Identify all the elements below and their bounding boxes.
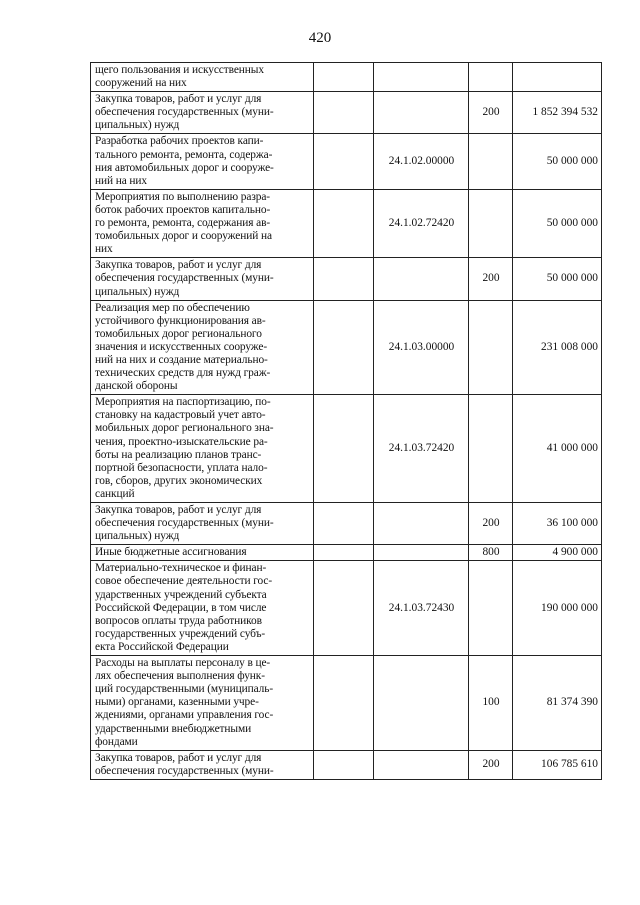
budget-table [90,62,602,780]
row-name-cell: Закупка товаров, работ и услуг для обеспечения государственных (муни- ципальных) нужд [91,92,314,134]
table-row [91,92,602,134]
table-row [91,395,602,503]
row-expense-type-cell: 200 [469,503,513,545]
table-row [91,503,602,545]
table-row [91,258,602,300]
row-empty-cell [314,395,374,503]
table-row [91,545,602,561]
row-name-cell: Расходы на выплаты персоналу в це- лях обеспечения выполнения функ- ций государственными (муниципаль- ными) органами, казенными учре- ждениями, органами управления гос- ударственными внебюджетными фондами [91,656,314,751]
table-row [91,63,602,92]
row-code-cell [374,258,469,300]
row-amount-cell: 190 000 000 [513,561,602,656]
row-code-cell: 24.1.02.72420 [374,189,469,257]
row-expense-type-cell [469,189,513,257]
row-amount-cell: 4 900 000 [513,545,602,561]
row-empty-cell [314,656,374,751]
row-expense-type-cell: 200 [469,92,513,134]
row-amount-cell [513,63,602,92]
row-code-cell [374,92,469,134]
row-expense-type-cell: 800 [469,545,513,561]
row-code-cell [374,545,469,561]
row-amount-cell: 81 374 390 [513,656,602,751]
row-empty-cell [314,503,374,545]
table-row [91,561,602,656]
row-expense-type-cell: 100 [469,656,513,751]
row-empty-cell [314,561,374,656]
row-amount-cell: 50 000 000 [513,189,602,257]
row-name-cell: Мероприятия по выполнению разра- боток рабочих проектов капитально- го ремонта, ремонта, содержания ав- томобильных дорог и сооружений на них [91,189,314,257]
row-expense-type-cell [469,561,513,656]
row-code-cell: 24.1.03.72420 [374,395,469,503]
row-name-cell: Материально-техническое и финан- совое обеспечение деятельности гос- ударственных учреждений субъекта Российской Федерации, в том числе вопросов оплаты труда работников государственных учреждений субъ- екта Российской Федерации [91,561,314,656]
row-name-cell: Закупка товаров, работ и услуг для обеспечения государственных (муни- [91,750,314,779]
table-row [91,300,602,395]
row-code-cell [374,503,469,545]
table-row [91,189,602,257]
row-amount-cell: 50 000 000 [513,134,602,189]
page-number: 420 [308,30,332,46]
row-expense-type-cell: 200 [469,750,513,779]
row-expense-type-cell: 200 [469,258,513,300]
row-empty-cell [314,750,374,779]
row-empty-cell [314,300,374,395]
row-expense-type-cell [469,134,513,189]
row-code-cell [374,656,469,751]
row-name-cell: Закупка товаров, работ и услуг для обеспечения государственных (муни- ципальных) нужд [91,258,314,300]
row-empty-cell [314,134,374,189]
row-name-cell: Реализация мер по обеспечению устойчивого функционирования ав- томобильных дорог регионального значения и искусственных сооруже- ний на них и создание материально- технических средств для нужд граж- данской обороны [91,300,314,395]
row-amount-cell: 231 008 000 [513,300,602,395]
table-row [91,750,602,779]
row-name-cell: Мероприятия на паспортизацию, по- становку на кадастровый учет авто- мобильных дорог регионального зна- чения, проектно-изыскательские ра- боты на реализацию планов транс- портной безопасности, уплата нало- гов, сборов, других экономических санкций [91,395,314,503]
row-code-cell: 24.1.03.00000 [374,300,469,395]
row-amount-cell: 41 000 000 [513,395,602,503]
row-empty-cell [314,258,374,300]
row-name-cell: Разработка рабочих проектов капи- тального ремонта, ремонта, содержа- ния автомобильных дорог и сооруже- ний на них [91,134,314,189]
row-empty-cell [314,545,374,561]
row-code-cell [374,750,469,779]
row-name-cell: Иные бюджетные ассигнования [91,545,314,561]
row-amount-cell: 36 100 000 [513,503,602,545]
row-empty-cell [314,63,374,92]
row-empty-cell [314,92,374,134]
row-name-cell: Закупка товаров, работ и услуг для обеспечения государственных (муни- ципальных) нужд [91,503,314,545]
row-code-cell: 24.1.03.72430 [374,561,469,656]
row-expense-type-cell [469,300,513,395]
row-amount-cell: 1 852 394 532 [513,92,602,134]
row-amount-cell: 50 000 000 [513,258,602,300]
table-row [91,134,602,189]
row-code-cell [374,63,469,92]
row-name-cell: щего пользования и искусственных сооружений на них [91,63,314,92]
row-expense-type-cell [469,395,513,503]
row-expense-type-cell [469,63,513,92]
row-amount-cell: 106 785 610 [513,750,602,779]
table-row [91,656,602,751]
row-code-cell: 24.1.02.00000 [374,134,469,189]
row-empty-cell [314,189,374,257]
